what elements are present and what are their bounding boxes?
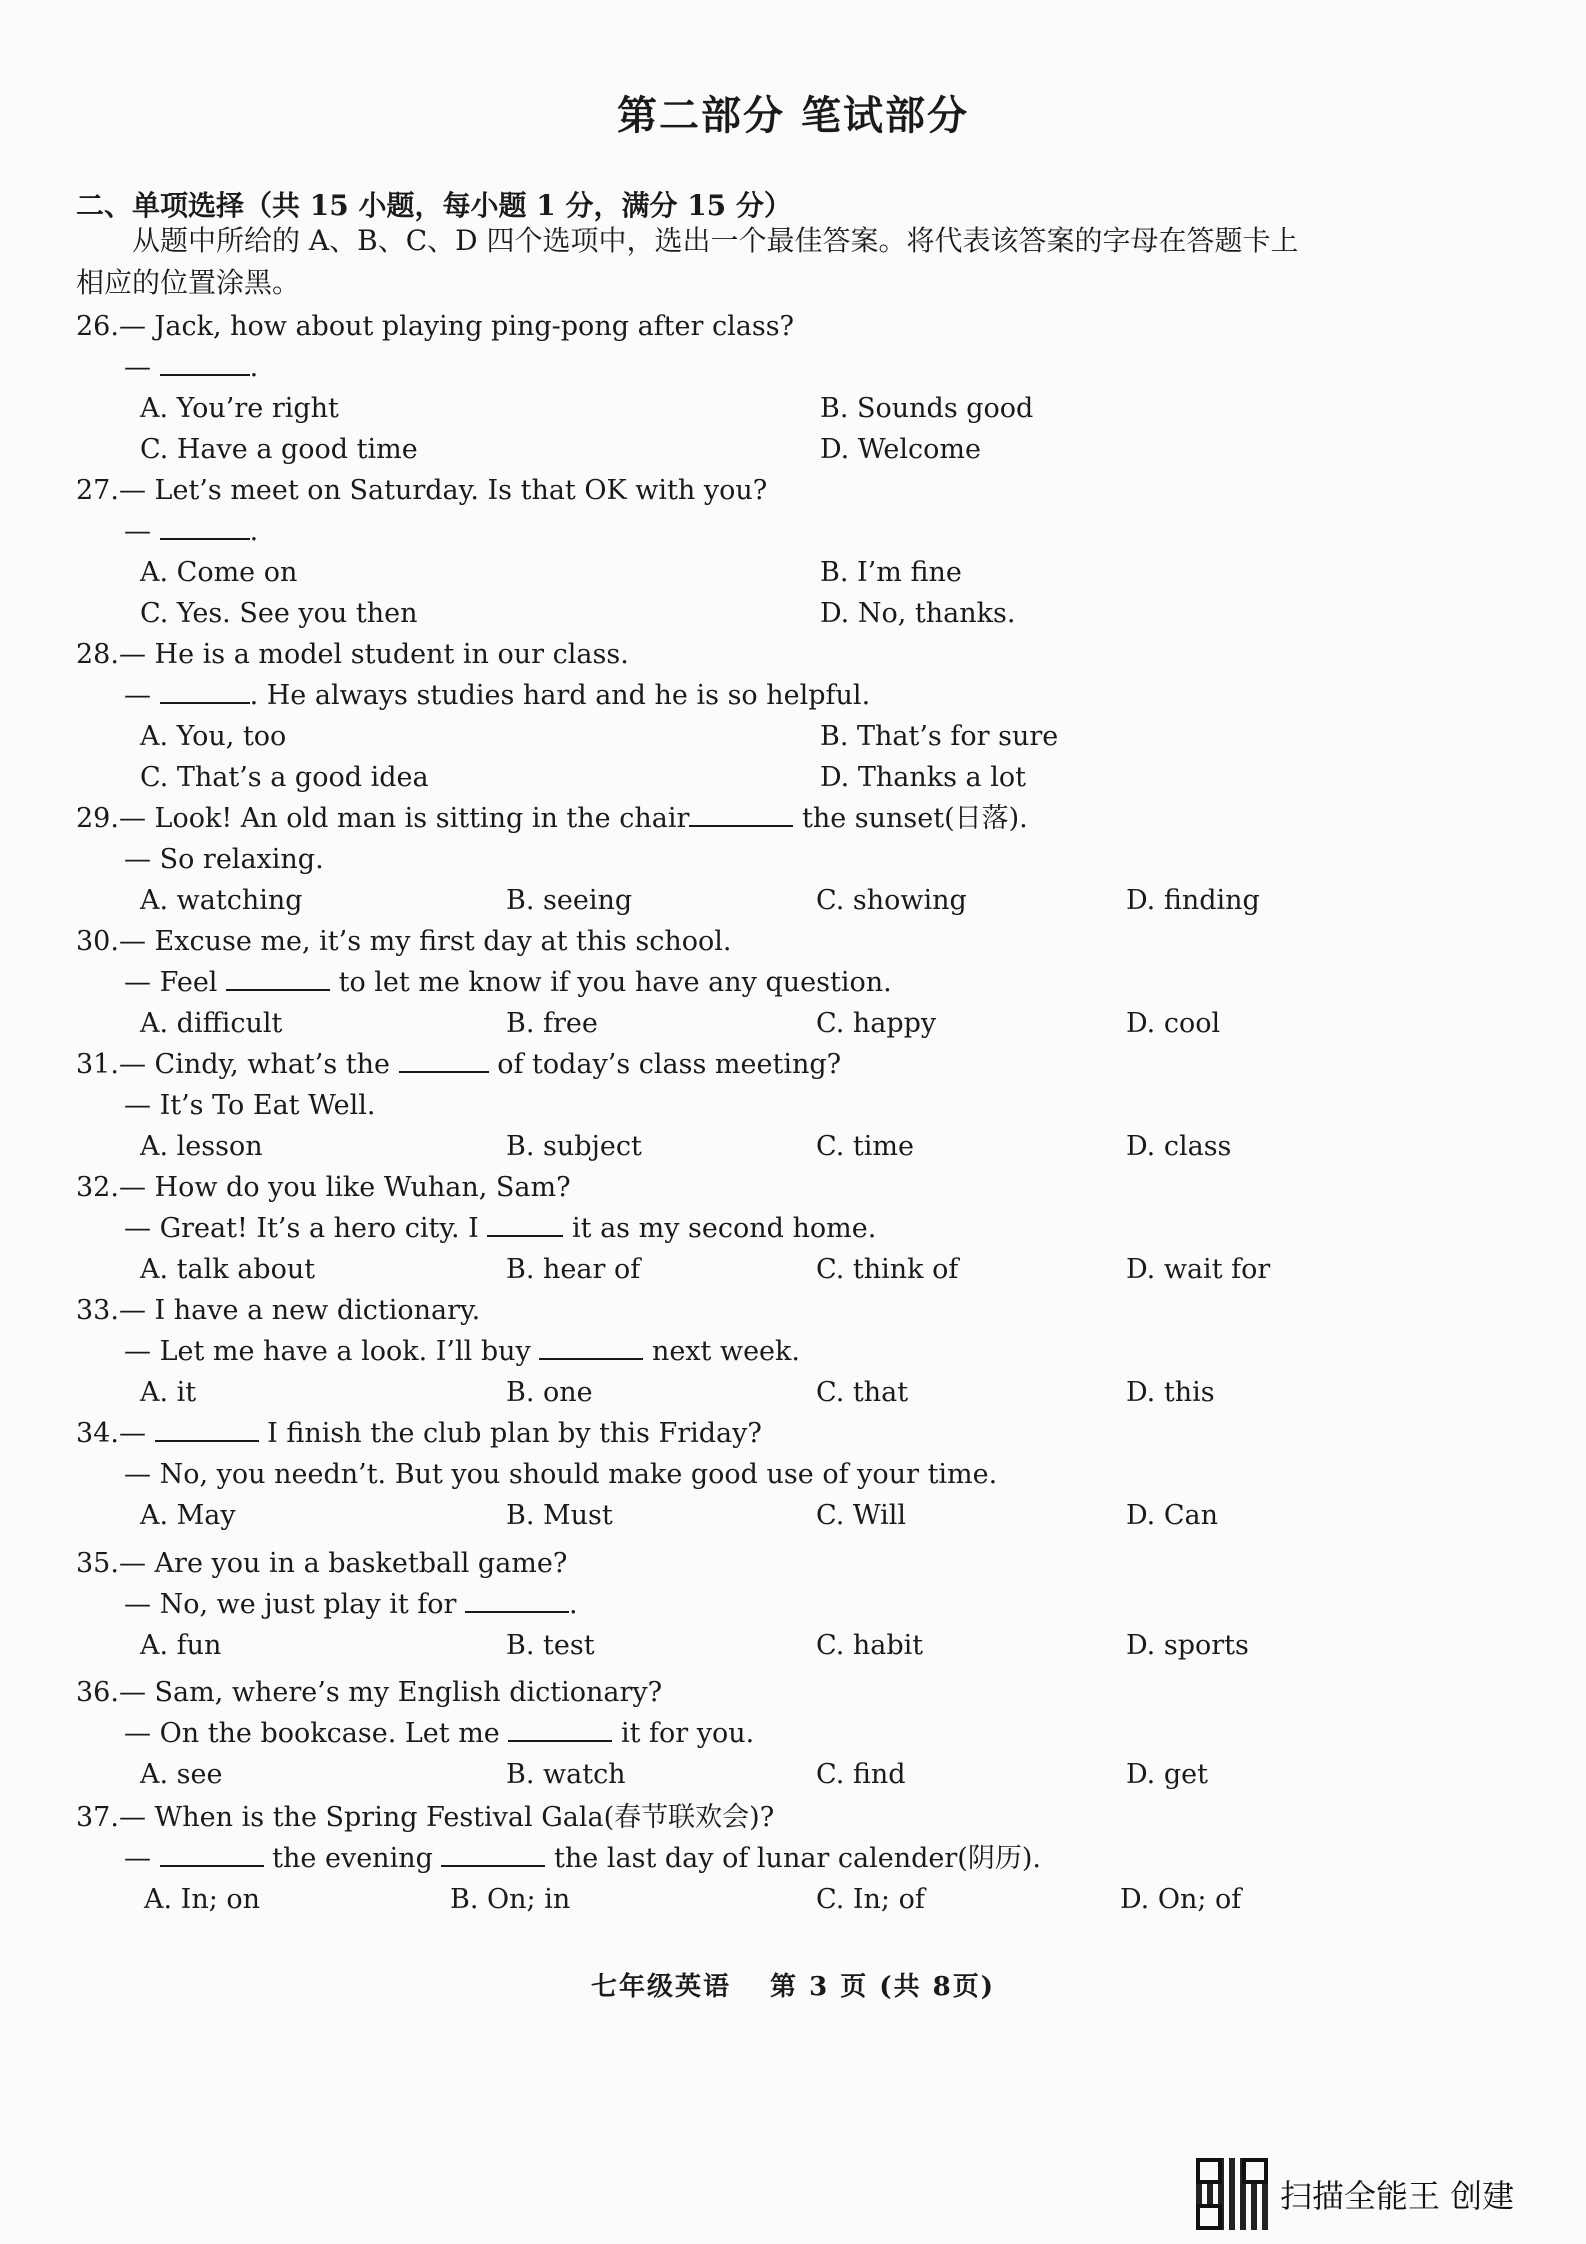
- option-c: C. showing: [816, 885, 967, 916]
- answer-blank: [465, 1585, 569, 1613]
- option-d: D. Welcome: [820, 434, 981, 465]
- question-response: — .: [76, 511, 1476, 552]
- answer-blank: [226, 963, 330, 991]
- option-a: A. watching: [140, 885, 303, 916]
- question-stem: 30.— Excuse me, it’s my first day at this school.: [76, 926, 732, 957]
- question-response: — On the bookcase. Let me it for you.: [76, 1713, 1476, 1754]
- scanner-watermark: [1196, 2158, 1556, 2230]
- option-b: B. test: [506, 1630, 595, 1661]
- question-stem: 26.— Jack, how about playing ping-pong after class?: [76, 311, 795, 342]
- question-stem: 32.— How do you like Wuhan, Sam?: [76, 1172, 571, 1203]
- option-d: D. class: [1126, 1131, 1232, 1162]
- question-27: [76, 470, 1476, 634]
- footer-subject: 七年级英语: [590, 1972, 731, 2002]
- option-b: B. Must: [506, 1500, 613, 1531]
- question-31: [76, 1044, 1476, 1167]
- option-c: C. Have a good time: [140, 434, 418, 465]
- answer-blank: [487, 1209, 563, 1237]
- question-response: — the evening the last day of lunar calender(阴历).: [76, 1838, 1476, 1879]
- question-34: [76, 1413, 1476, 1536]
- option-b: B. free: [506, 1008, 598, 1039]
- footer-page-number: 第 3 页 (共 8页): [770, 1972, 996, 2002]
- question-35: [76, 1543, 1476, 1666]
- option-c: C. that: [816, 1377, 909, 1408]
- answer-blank: [160, 512, 250, 540]
- option-c: C. think of: [816, 1254, 959, 1285]
- question-response: — No, we just play it for .: [76, 1584, 1476, 1625]
- question-30: [76, 921, 1476, 1044]
- question-26: [76, 306, 1476, 470]
- options: [76, 552, 1476, 634]
- options: [76, 1495, 1476, 1536]
- option-c: C. happy: [816, 1008, 937, 1039]
- options: [76, 1126, 1476, 1167]
- answer-blank: [689, 799, 793, 827]
- question-response: — .: [76, 347, 1476, 388]
- question-response: — No, you needn’t. But you should make good use of your time.: [124, 1459, 998, 1490]
- option-b: B. subject: [506, 1131, 642, 1162]
- question-response: — . He always studies hard and he is so helpful.: [76, 675, 1476, 716]
- option-b: B. I’m fine: [820, 557, 962, 588]
- option-a: A. You’re right: [140, 393, 339, 424]
- scanner-label: 扫描全能王 创建: [1280, 2177, 1515, 2215]
- option-b: B. hear of: [506, 1254, 641, 1285]
- page-footer: [0, 1966, 1586, 2003]
- option-c: C. Yes. See you then: [140, 598, 418, 629]
- option-c: C. find: [816, 1759, 906, 1790]
- option-b: B. seeing: [506, 885, 633, 916]
- question-stem: 34.— I finish the club plan by this Friday?: [76, 1413, 1476, 1454]
- option-b: B. Sounds good: [820, 393, 1034, 424]
- question-response: — It’s To Eat Well.: [124, 1090, 376, 1121]
- option-b: B. one: [506, 1377, 593, 1408]
- answer-blank: [160, 348, 250, 376]
- section-instruction: 从题中所给的 A、B、C、D 四个选项中，选出一个最佳答案。将代表该答案的字母在答题卡上相应的位置涂黑。: [76, 224, 1299, 299]
- answer-blank-2: [441, 1839, 545, 1867]
- option-a: A. fun: [140, 1630, 222, 1661]
- option-d: D. Thanks a lot: [820, 762, 1026, 793]
- option-a: A. In; on: [144, 1884, 261, 1915]
- option-d: D. this: [1126, 1377, 1215, 1408]
- option-c: C. That’s a good idea: [140, 762, 429, 793]
- options: [76, 716, 1476, 798]
- option-c: C. Will: [816, 1500, 907, 1531]
- option-a: A. see: [140, 1759, 223, 1790]
- answer-blank: [399, 1045, 489, 1073]
- option-a: A. You, too: [140, 721, 287, 752]
- question-stem: 27.— Let’s meet on Saturday. Is that OK with you?: [76, 475, 768, 506]
- question-response: — Feel to let me know if you have any question.: [76, 962, 1476, 1003]
- answer-blank: [508, 1714, 612, 1742]
- question-37: [76, 1797, 1476, 1920]
- option-b: B. That’s for sure: [820, 721, 1059, 752]
- section-heading: 二、单项选择（共 15 小题，每小题 1 分，满分 15 分）: [76, 189, 792, 222]
- option-c: C. In; of: [816, 1884, 925, 1915]
- option-d: D. Can: [1126, 1500, 1218, 1531]
- option-b: B. watch: [506, 1759, 626, 1790]
- option-c: C. time: [816, 1131, 914, 1162]
- option-d: D. No, thanks.: [820, 598, 1016, 629]
- options: [76, 1372, 1476, 1413]
- option-a: A. Come on: [140, 557, 298, 588]
- question-29: [76, 798, 1476, 921]
- question-stem: 37.— When is the Spring Festival Gala(春节联欢会)?: [76, 1802, 775, 1833]
- answer-blank: [539, 1332, 643, 1360]
- question-stem: 28.— He is a model student in our class.: [76, 639, 629, 670]
- option-d: D. sports: [1126, 1630, 1249, 1661]
- question-33: [76, 1290, 1476, 1413]
- options: [76, 1879, 1476, 1920]
- option-a: A. May: [140, 1500, 236, 1531]
- answer-blank: [155, 1414, 259, 1442]
- question-stem: 36.— Sam, where’s my English dictionary?: [76, 1677, 663, 1708]
- question-stem: 29.— Look! An old man is sitting in the chair the sunset(日落).: [76, 798, 1476, 839]
- question-response: — Great! It’s a hero city. I it as my second home.: [76, 1208, 1476, 1249]
- question-response: — So relaxing.: [124, 844, 324, 875]
- question-stem: 31.— Cindy, what’s the of today’s class meeting?: [76, 1044, 1476, 1085]
- options: [76, 1003, 1476, 1044]
- question-stem: 33.— I have a new dictionary.: [76, 1295, 481, 1326]
- option-d: D. On; of: [1120, 1884, 1242, 1915]
- option-d: D. cool: [1126, 1008, 1221, 1039]
- option-a: A. difficult: [140, 1008, 283, 1039]
- question-stem: 35.— Are you in a basketball game?: [76, 1548, 568, 1579]
- qr-code-icon: [1196, 2158, 1268, 2230]
- question-28: [76, 634, 1476, 798]
- answer-blank-1: [160, 1839, 264, 1867]
- options: [76, 880, 1476, 921]
- option-c: C. habit: [816, 1630, 924, 1661]
- option-b: B. On; in: [450, 1884, 571, 1915]
- question-response: — Let me have a look. I’ll buy next week.: [76, 1331, 1476, 1372]
- answer-blank: [160, 676, 250, 704]
- options: [76, 388, 1476, 470]
- question-32: [76, 1167, 1476, 1290]
- options: [76, 1625, 1476, 1666]
- option-d: D. get: [1126, 1759, 1208, 1790]
- options: [76, 1249, 1476, 1290]
- option-a: A. talk about: [140, 1254, 316, 1285]
- option-a: A. it: [140, 1377, 197, 1408]
- option-d: D. finding: [1126, 885, 1260, 916]
- question-36: [76, 1672, 1476, 1795]
- option-d: D. wait for: [1126, 1254, 1271, 1285]
- option-a: A. lesson: [140, 1131, 263, 1162]
- page-title: 第二部分 笔试部分: [617, 92, 969, 139]
- options: [76, 1754, 1476, 1795]
